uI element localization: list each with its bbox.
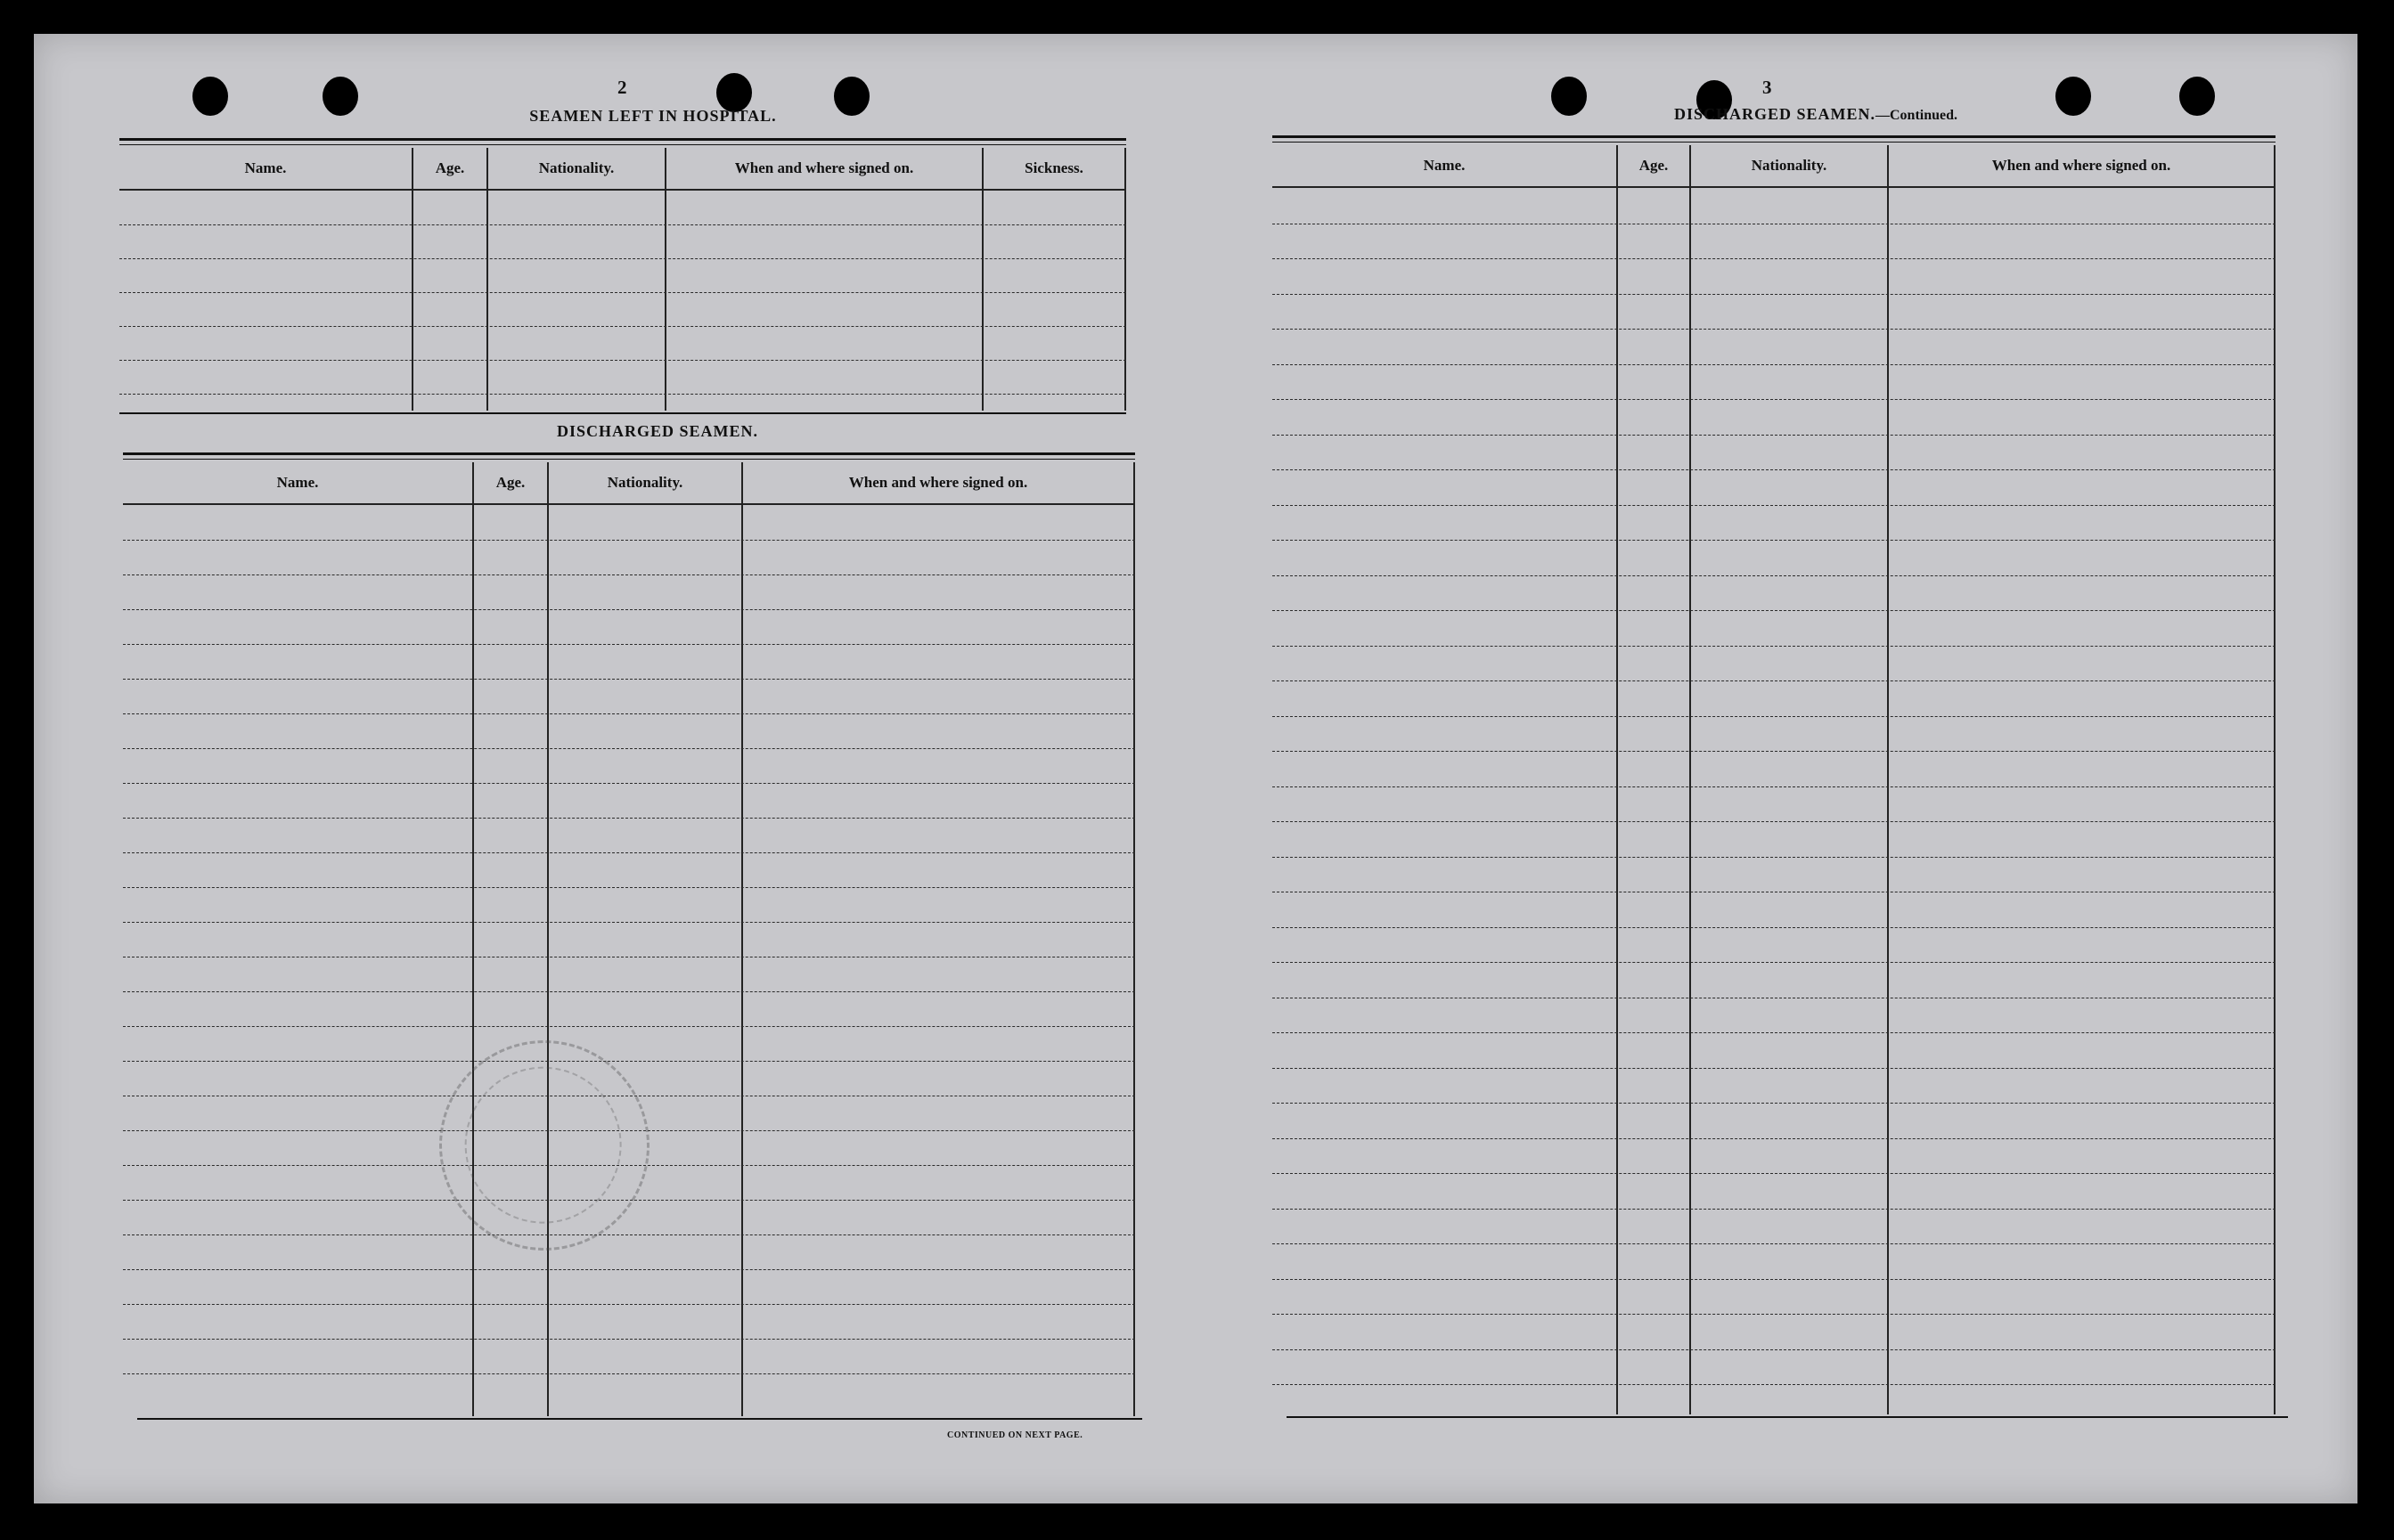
column-header: Name.	[123, 462, 472, 505]
ruled-line	[1272, 751, 2276, 752]
ruled-line	[1272, 1173, 2276, 1174]
column-header: Name.	[119, 148, 412, 191]
ruled-line	[119, 360, 1126, 361]
ruled-line	[1272, 1243, 2276, 1244]
ruled-line	[1272, 540, 2276, 541]
discharged-table-left	[123, 452, 1135, 1416]
ruled-line	[1272, 294, 2276, 295]
column-header: When and where signed on.	[666, 148, 982, 191]
discharged-continued-title	[1602, 105, 2030, 124]
ruled-line	[1272, 575, 2276, 576]
ruled-line	[123, 540, 1135, 541]
column-header: Name.	[1272, 145, 1616, 188]
ruled-line	[1272, 821, 2276, 822]
ruled-line	[123, 574, 1135, 575]
title-suffix: —Continued.	[1875, 108, 1958, 123]
ruled-line	[1272, 716, 2276, 717]
page-number-left: 2	[617, 77, 627, 98]
column-header: Age.	[1618, 145, 1689, 188]
column-header: Nationality.	[1691, 145, 1887, 188]
ruled-line	[123, 1339, 1135, 1340]
punch-hole	[2179, 77, 2215, 116]
ruled-line	[123, 609, 1135, 610]
hospital-table	[119, 138, 1126, 411]
row-lines	[119, 191, 1126, 411]
ruled-line	[1272, 1138, 2276, 1139]
ruled-line	[123, 1234, 1135, 1235]
column-header: Nationality.	[488, 148, 665, 191]
ruled-line	[1272, 1384, 2276, 1385]
ruled-line	[1272, 1349, 2276, 1350]
ruled-line	[123, 1373, 1135, 1374]
ruled-line	[1272, 505, 2276, 506]
ruled-line	[119, 224, 1126, 225]
ruled-line	[1272, 646, 2276, 647]
ruled-line	[123, 1269, 1135, 1270]
row-lines	[123, 505, 1135, 1416]
hospital-section-title: SEAMEN LEFT IN HOSPITAL.	[529, 107, 777, 125]
column-header: Nationality.	[549, 462, 741, 505]
ruled-line	[123, 1061, 1135, 1062]
ruled-line	[123, 1304, 1135, 1305]
ruled-line	[123, 922, 1135, 923]
ruled-line	[1272, 1103, 2276, 1104]
ruled-line	[1272, 1209, 2276, 1210]
discharged-section-title: DISCHARGED SEAMEN.	[556, 422, 759, 440]
table-bottom-rule	[119, 412, 1126, 414]
ruled-line	[123, 852, 1135, 853]
ruled-line	[119, 326, 1126, 327]
page-number-right: 3	[1762, 77, 1772, 98]
ruled-line	[123, 887, 1135, 888]
ruled-line	[1272, 927, 2276, 928]
punch-hole	[192, 77, 228, 116]
ruled-line	[123, 679, 1135, 680]
title-text: DISCHARGED SEAMEN.	[1673, 105, 1875, 123]
ruled-line	[1272, 680, 2276, 681]
table-bottom-rule	[1287, 1416, 2288, 1418]
ruled-line	[119, 258, 1126, 259]
column-header: Sickness.	[984, 148, 1124, 191]
column-header: Age.	[474, 462, 547, 505]
ruled-line	[1272, 1068, 2276, 1069]
ruled-line	[1272, 329, 2276, 330]
continued-note: CONTINUED ON NEXT PAGE.	[947, 1430, 1083, 1440]
ruled-line	[123, 644, 1135, 645]
punch-hole	[323, 77, 358, 116]
ruled-line	[123, 1026, 1135, 1027]
punch-hole	[1551, 77, 1587, 116]
ruled-line	[1272, 1032, 2276, 1033]
ruled-line	[1272, 1279, 2276, 1280]
ruled-line	[123, 713, 1135, 714]
ruled-line	[123, 991, 1135, 992]
ruled-line	[1272, 258, 2276, 259]
column-header: When and where signed on.	[743, 462, 1133, 505]
discharged-table-right	[1272, 135, 2276, 1414]
ruled-line	[123, 818, 1135, 819]
column-header: Age.	[413, 148, 486, 191]
ruled-line	[1272, 786, 2276, 787]
ruled-line	[1272, 364, 2276, 365]
ruled-line	[1272, 1314, 2276, 1315]
ruled-line	[123, 748, 1135, 749]
ruled-line	[1272, 610, 2276, 611]
row-lines	[1272, 188, 2276, 1414]
ruled-line	[119, 292, 1126, 293]
punch-hole	[2055, 77, 2091, 116]
ruled-line	[123, 783, 1135, 784]
ruled-line	[1272, 962, 2276, 963]
table-bottom-rule	[137, 1418, 1142, 1420]
column-header: When and where signed on.	[1889, 145, 2274, 188]
ruled-line	[1272, 469, 2276, 470]
ruled-line	[119, 394, 1126, 395]
ruled-line	[1272, 399, 2276, 400]
ruled-line	[1272, 435, 2276, 436]
ruled-line	[1272, 857, 2276, 858]
document-sheet	[34, 34, 2357, 1503]
